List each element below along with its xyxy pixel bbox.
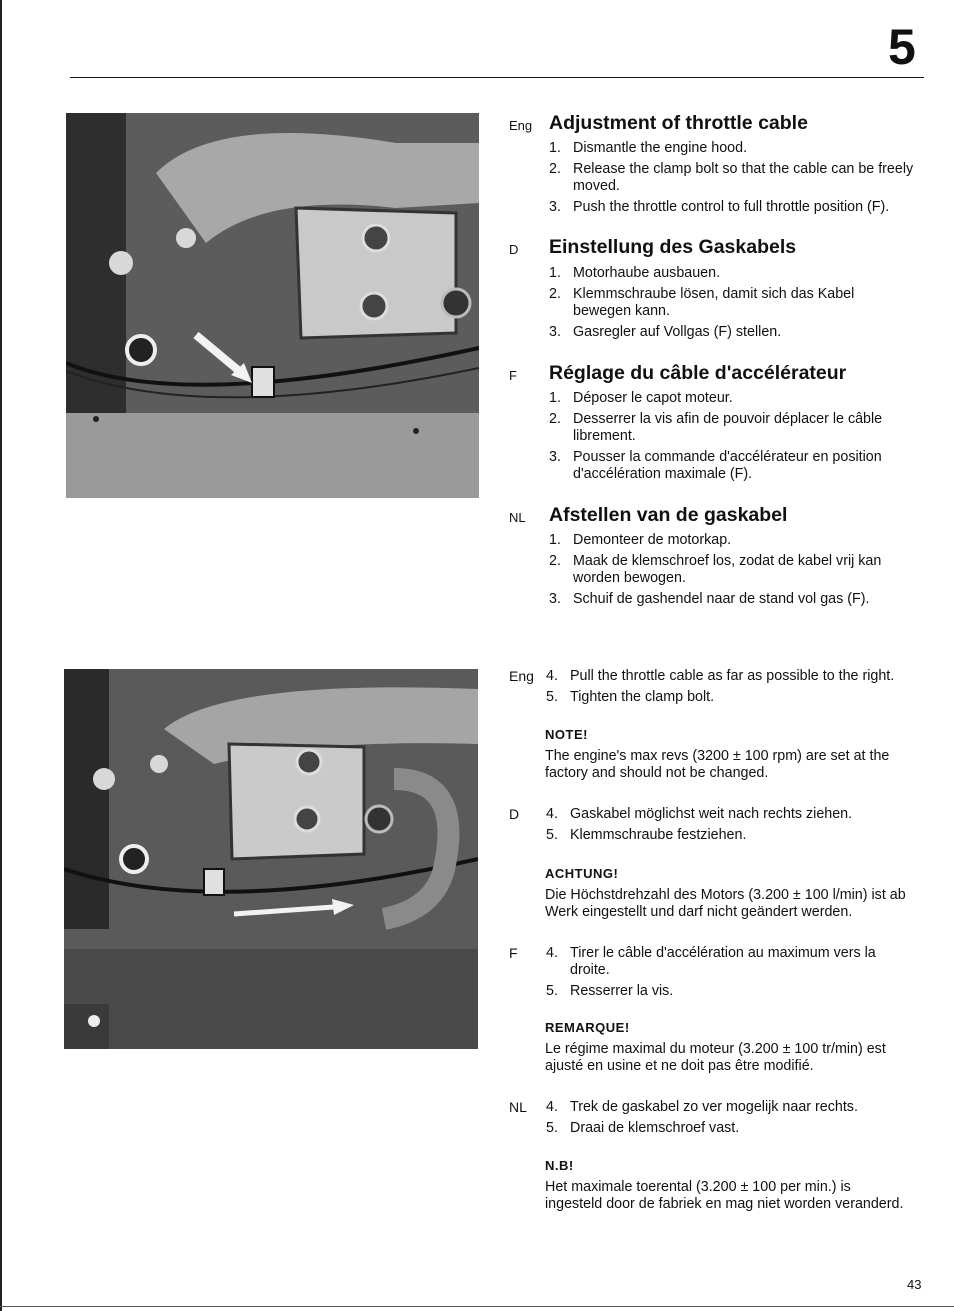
list-item: 1. Demonteer de motorkap. [549, 532, 732, 548]
steps-nl-2 [546, 1099, 911, 1141]
steps-eng-1 [549, 140, 914, 220]
note-title-nl: N.B! [545, 1158, 574, 1173]
list-item: 3. Gasregler auf Vollgas (F) stellen. [549, 324, 782, 340]
list-item: 1. Dismantle the engine hood. [549, 140, 748, 156]
heading-nl: Afstellen van de gaskabel [549, 504, 788, 526]
steps-f-1 [549, 390, 914, 487]
steps-d-1 [549, 265, 914, 345]
lang-label-f-1: F [509, 368, 517, 383]
list-item: 5. Draai de klemschroef vast. [546, 1120, 740, 1136]
engine-photo-2-drawing [64, 669, 478, 1049]
lang-label-nl-1: NL [509, 510, 526, 525]
heading-f: Réglage du câble d'accélérateur [549, 362, 847, 384]
lang-label-nl-2: NL [509, 1099, 527, 1115]
steps-nl-1 [549, 532, 914, 612]
list-item: 5. Tighten the clamp bolt. [546, 689, 715, 705]
list-item: 5. Resserrer la vis. [546, 983, 674, 999]
list-item: 2. Desserrer la vis afin de pouvoir déplacer le câble librement. [549, 411, 883, 444]
engine-photo-pull-cable [64, 669, 478, 1049]
engine-photo-clamp-bolt [66, 113, 479, 498]
note-title-d: ACHTUNG! [545, 866, 619, 881]
note-text-d: Die Höchstdrehzahl des Motors (3.200 ± 100 l/min) ist ab Werk eingestellt und darf nicht geändert werden. [545, 887, 906, 920]
heading-eng: Adjustment of throttle cable [549, 112, 808, 134]
engine-photo-1-drawing [66, 113, 479, 498]
page-bottom-edge [0, 1306, 954, 1307]
note-title-eng: NOTE! [545, 727, 588, 742]
list-item: 1. Motorhaube ausbauen. [549, 265, 721, 281]
steps-eng-2 [546, 668, 911, 710]
list-item: 2. Klemmschraube lösen, damit sich das Kabel bewegen kann. [549, 286, 855, 319]
steps-d-2 [546, 806, 911, 848]
list-item: 4. Tirer le câble d'accélération au maximum vers la droite. [546, 945, 876, 978]
list-item: 4. Trek de gaskabel zo ver mogelijk naar rechts. [546, 1099, 858, 1115]
list-item: 4. Gaskabel möglichst weit nach rechts ziehen. [546, 806, 853, 822]
note-title-f: REMARQUE! [545, 1020, 630, 1035]
list-item: 3. Schuif de gashendel naar de stand vol gas (F). [549, 591, 870, 607]
page-left-edge [0, 0, 2, 1311]
lang-label-d-2: D [509, 806, 520, 822]
lang-label-d-1: D [509, 242, 519, 257]
page-number: 43 [907, 1277, 922, 1292]
list-item: 3. Pousser la commande d'accélérateur en position d'accélération maximale (F). [549, 449, 882, 482]
list-item: 1. Déposer le capot moteur. [549, 390, 733, 406]
lang-label-f-2: F [509, 945, 518, 961]
heading-d: Einstellung des Gaskabels [549, 236, 797, 258]
note-text-f: Le régime maximal du moteur (3.200 ± 100 tr/min) est ajusté en usine et ne doit pas être modifié. [545, 1041, 886, 1074]
lang-label-eng-2: Eng [509, 668, 534, 684]
note-text-eng: The engine's max revs (3200 ± 100 rpm) are set at the factory and should not be changed. [545, 748, 890, 781]
lang-label-eng-1: Eng [509, 118, 533, 133]
chapter-number: 5 [888, 19, 916, 75]
list-item: 2. Maak de klemschroef los, zodat de kabel vrij kan worden bewogen. [549, 553, 882, 586]
list-item: 2. Release the clamp bolt so that the cable can be freely moved. [549, 161, 914, 194]
list-item: 4. Pull the throttle cable as far as possible to the right. [546, 668, 895, 684]
header-rule [70, 77, 924, 78]
steps-f-2 [546, 945, 911, 1004]
note-text-nl: Het maximale toerental (3.200 ± 100 per min.) is ingesteld door de fabriek en mag niet worden veranderd. [545, 1179, 904, 1212]
list-item: 5. Klemmschraube festziehen. [546, 827, 747, 843]
list-item: 3. Push the throttle control to full throttle position (F). [549, 199, 890, 215]
